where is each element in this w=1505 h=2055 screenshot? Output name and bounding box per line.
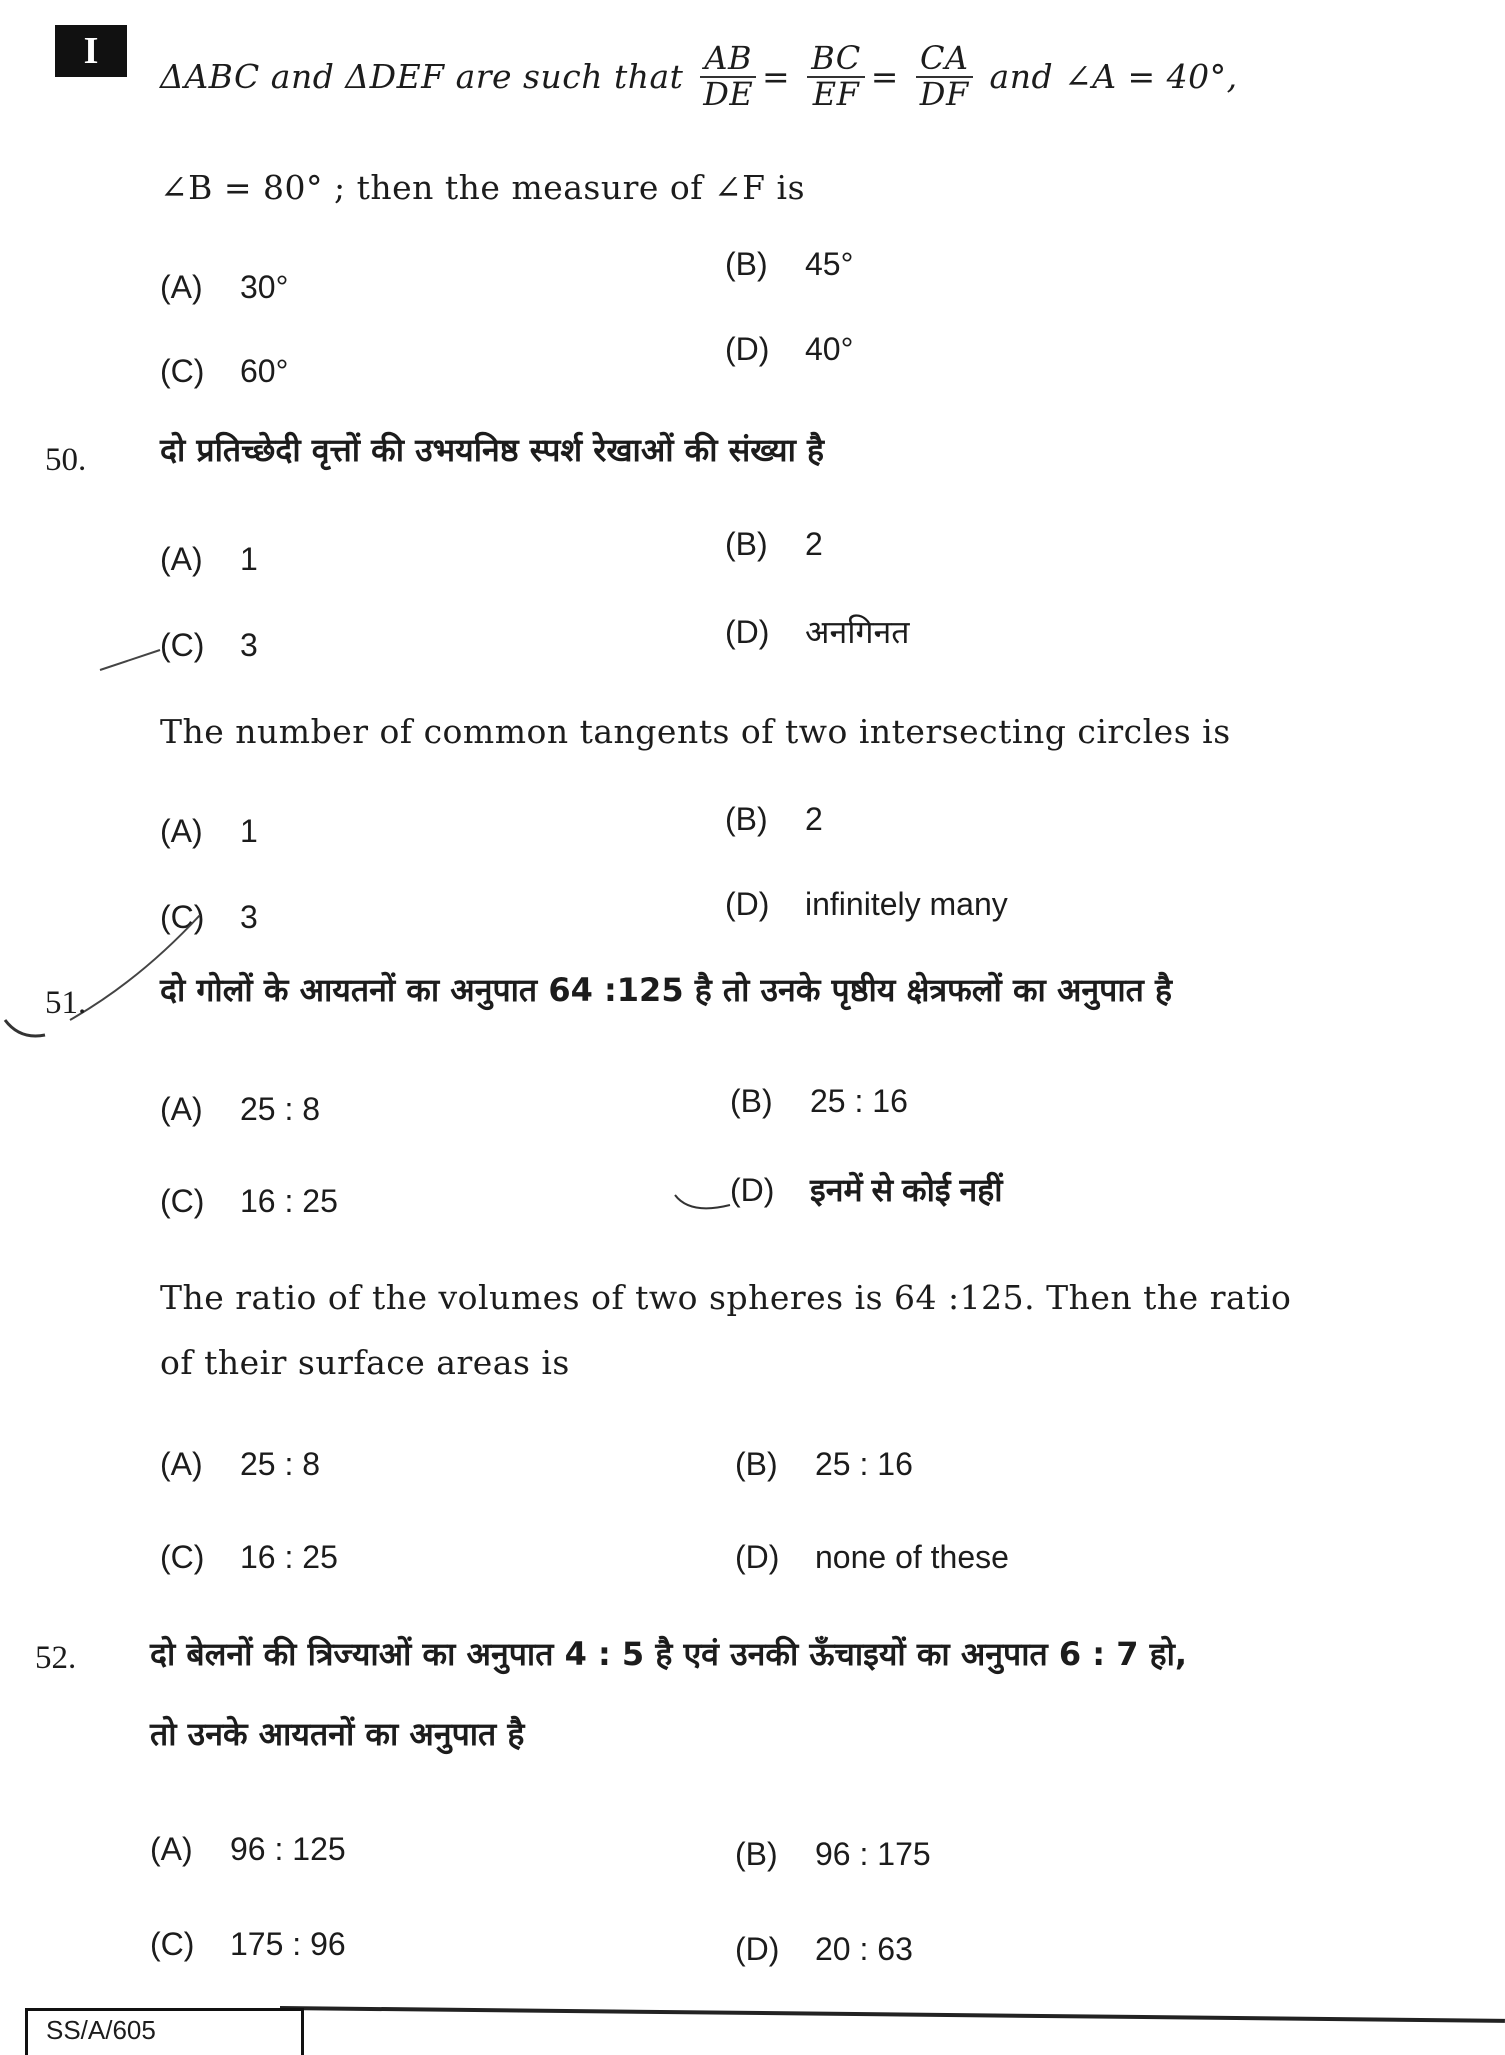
footer-rule bbox=[280, 2006, 1505, 2023]
q51-hindi-text: दो गोलों के आयतनों का अनुपात 64 :125 है तो उनके पृष्ठीय क्षेत्रफलों का अनुपात है bbox=[160, 971, 1173, 1009]
q49-option-d[interactable]: (D) 40° bbox=[725, 331, 854, 367]
q51-english-option-a[interactable]: (A) 25 : 8 bbox=[160, 1446, 321, 1482]
q50-hindi-option-c[interactable]: (C) 3 bbox=[160, 627, 258, 663]
q50-english-option-a[interactable]: (A) 1 bbox=[160, 813, 258, 849]
q51-hindi-option-d[interactable]: (D) इनमें से कोई नहीं bbox=[730, 1172, 1003, 1208]
fraction-ca-df: $\frac{CA}{DF}$ bbox=[916, 42, 973, 111]
q49-line1-post: and ∠A = 40°, bbox=[989, 57, 1238, 97]
q52-hindi-line2: तो उनके आयतनों का अनुपात है bbox=[150, 1715, 525, 1753]
q51-hindi-option-a[interactable]: (A) 25 : 8 bbox=[160, 1091, 321, 1127]
q49-line1-pre: ΔABC and ΔDEF are such that bbox=[160, 57, 684, 97]
q51-english-option-d[interactable]: (D) none of these bbox=[735, 1539, 1009, 1575]
fraction-ab-de: $\frac{AB}{DE}$ bbox=[700, 42, 756, 111]
q49-line1: ΔABC and ΔDEF are such that $\frac{AB}{DE}$ = $\frac{BC}{EF}$ = $\frac{CA}{DF}$ and ∠A = 40°, bbox=[160, 39, 1238, 113]
q50-hindi-option-b[interactable]: (B) 2 bbox=[725, 526, 823, 562]
q49-option-b[interactable]: (B) 45° bbox=[725, 246, 854, 282]
q52-option-c[interactable]: (C) 175 : 96 bbox=[150, 1926, 346, 1962]
fraction-bc-ef: $\frac{BC}{EF}$ bbox=[807, 42, 865, 111]
q51-english-option-c[interactable]: (C) 16 : 25 bbox=[160, 1539, 338, 1575]
q52-option-d[interactable]: (D) 20 : 63 bbox=[735, 1931, 913, 1967]
section-badge: I bbox=[55, 25, 127, 77]
q50-hindi-option-d[interactable]: (D) अनगिनत bbox=[725, 614, 910, 650]
q52-option-b[interactable]: (B) 96 : 175 bbox=[735, 1836, 931, 1872]
q49-line2: ∠B = 80° ; then the measure of ∠F is bbox=[160, 168, 806, 207]
q52-hindi-line1: दो बेलनों की त्रिज्याओं का अनुपात 4 : 5 है एवं उनकी ऊँचाइयों का अनुपात 6 : 7 हो, bbox=[150, 1635, 1188, 1673]
q50-english-option-b[interactable]: (B) 2 bbox=[725, 801, 823, 837]
q50-hindi-option-a[interactable]: (A) 1 bbox=[160, 541, 258, 577]
q50-english-text: The number of common tangents of two intersecting circles is bbox=[160, 712, 1231, 751]
q49-option-c[interactable]: (C) 60° bbox=[160, 353, 289, 389]
q51-english-line1: The ratio of the volumes of two spheres is 64 :125. Then the ratio bbox=[160, 1278, 1292, 1317]
q50-english-option-d[interactable]: (D) infinitely many bbox=[725, 886, 1008, 922]
q51-hindi-option-b[interactable]: (B) 25 : 16 bbox=[730, 1083, 908, 1119]
q51-english-option-b[interactable]: (B) 25 : 16 bbox=[735, 1446, 913, 1482]
q50-hindi-text: दो प्रतिच्छेदी वृत्तों की उभयनिष्ठ स्पर्श रेखाओं की संख्या है bbox=[160, 431, 825, 469]
q51-number: 51. bbox=[45, 985, 87, 1021]
q51-hindi-option-c[interactable]: (C) 16 : 25 bbox=[160, 1183, 338, 1219]
q52-option-a[interactable]: (A) 96 : 125 bbox=[150, 1831, 346, 1867]
q52-number: 52. bbox=[35, 1640, 77, 1676]
footer-code: SS/A/605 bbox=[25, 2008, 304, 2055]
q49-option-a[interactable]: (A) 30° bbox=[160, 269, 289, 305]
q51-english-line2: of their surface areas is bbox=[160, 1343, 570, 1382]
q50-number: 50. bbox=[45, 442, 87, 478]
q50-english-option-c[interactable]: (C) 3 bbox=[160, 899, 258, 935]
